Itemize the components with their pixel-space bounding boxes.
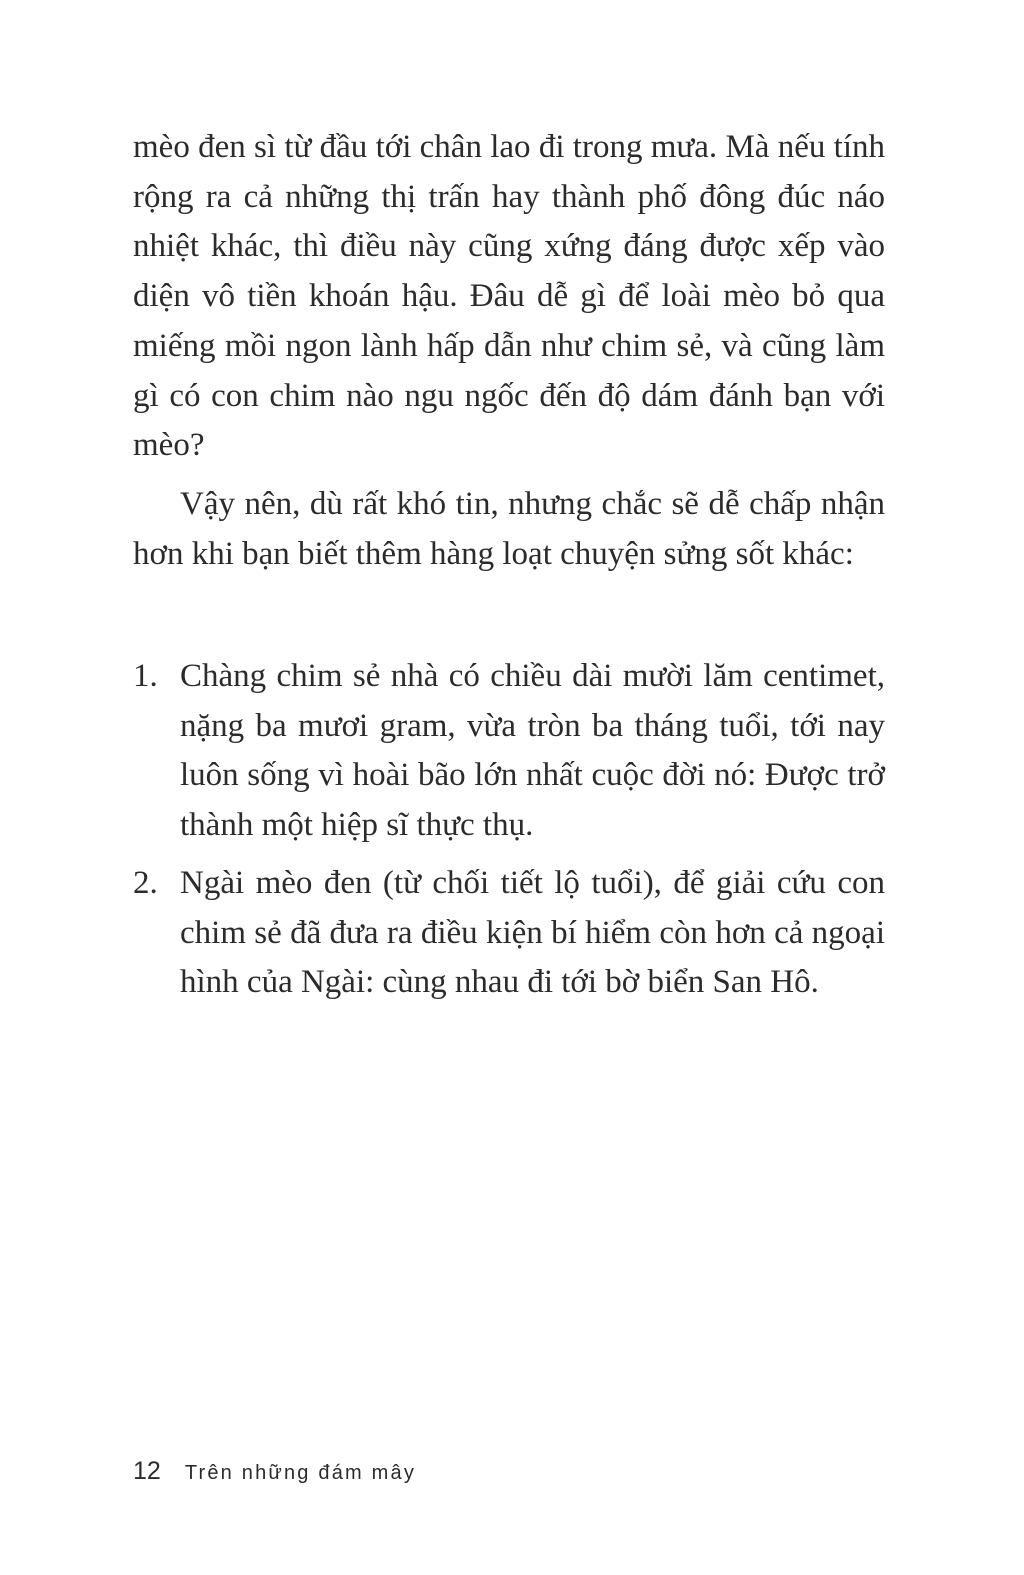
body-paragraph-1: mèo đen sì từ đầu tới chân lao đi trong mưa. Mà nếu tính rộng ra cả những thị trấn hay thành phố đông đúc náo nhiệt khác, thì điều này cũng xứng đáng được xếp vào diện vô tiền khoán hậu. Đâu dễ gì để loài mèo bỏ qua miếng mồi ngon lành hấp dẫn như chim sẻ, và cũng làm gì có con chim nào ngu ngốc đến độ dám đánh bạn với mèo? — [133, 129, 885, 464]
list-item — [133, 859, 885, 1008]
page-footer — [133, 1456, 416, 1488]
running-title: Trên những đám mây — [184, 1462, 417, 1484]
body-paragraph-2: Vậy nên, dù rất khó tin, nhưng chắc sẽ dễ chấp nhận hơn khi bạn biết thêm hàng loạt chuyện sửng sốt khác: — [133, 486, 885, 572]
list-item-text: Chàng chim sẻ nhà có chiều dài mười lăm centimet, nặng ba mươi gram, vừa tròn ba tháng tuổi, tới nay luôn sống vì hoài bão lớn nhất cuộc đời nó: Được trở thành một hiệp sĩ thực thụ. — [180, 658, 885, 844]
list-item-number: 2. — [133, 864, 158, 901]
list-item — [133, 652, 885, 851]
list-item-text: Ngài mèo đen (từ chối tiết lộ tuổi), để giải cứu con chim sẻ đã đưa ra điều kiện bí hiểm còn hơn cả ngoại hình của Ngài: cùng nhau đi tới bờ biển San Hô. — [180, 864, 885, 1001]
page-number: 12 — [133, 1457, 161, 1485]
numbered-list — [133, 652, 885, 1016]
list-item-number: 1. — [133, 658, 158, 694]
